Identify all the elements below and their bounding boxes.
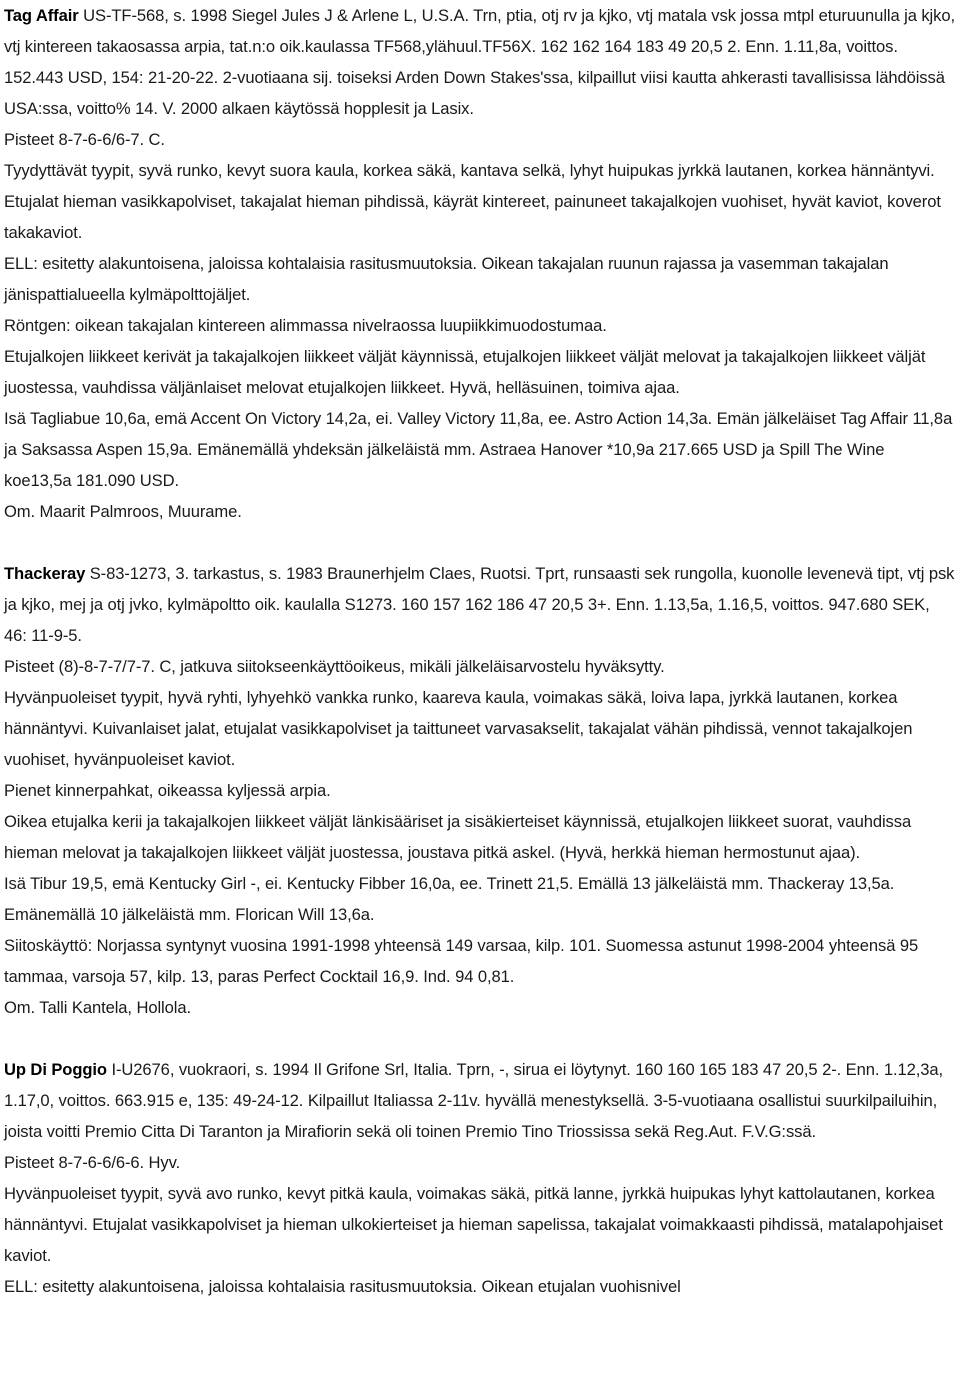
paragraph: Tyydyttävät tyypit, syvä runko, kevyt suora kaula, korkea säkä, kantava selkä, lyhyt huipukas jyrkkä lautanen, korkea hännäntyvi. Etujalat hieman vasikkapolviset, takajalat hieman pihdissä, käyrät kintereet, painuneet takajalkojen vuohiset, hyvät kaviot, koverot takakaviot.	[4, 161, 946, 242]
paragraph: Pisteet 8-7-6-6/6-6. Hyv.	[4, 1153, 181, 1172]
horse-name: Thackeray	[4, 564, 86, 583]
paragraph: Hyvänpuoleiset tyypit, hyvä ryhti, lyhyehkö vankka runko, kaareva kaula, voimakas säkä, loiva lapa, jyrkkä lautanen, korkea hännäntyvi. Kuivanlaiset jalat, etujalat vasikkapolviset ja taittuneet varvasakselit, takajalat vähän pihdissä, vennot takajalkojen vuohiset, hyvänpuoleiset kaviot.	[4, 688, 917, 769]
entry-header	[4, 558, 959, 651]
paragraph: Pisteet (8)-8-7-7/7-7. C, jatkuva siitokseenkäyttöoikeus, mikäli jälkeläisarvostelu hyväksytty.	[4, 657, 665, 676]
paragraph: Om. Talli Kantela, Hollola.	[4, 998, 191, 1017]
paragraph: Etujalkojen liikkeet kerivät ja takajalkojen liikkeet väljät käynnissä, etujalkojen liikkeet väljät melovat ja takajalkojen liikkeet väljät juostessa, vauhdissa väljänlaiset melovat etujalkojen liikkeet. Hyvä, helläsuinen, toimiva ajaa.	[4, 347, 930, 397]
horse-name: Up Di Poggio	[4, 1060, 107, 1079]
horse-details: S-83-1273, 3. tarkastus, s. 1983 Braunerhjelm Claes, Ruotsi. Tprt, runsaasti sek rungolla, kuonolle levenevä tipt, vtj psk ja kjko, mej ja otj jvko, kylmäpoltto oik. kaulalla S1273. 160 157 162 186 47 20,5 3+. Enn. 1.13,5a, 1.16,5, voittos. 947.680 SEK, 46: 11-9-5.	[4, 564, 959, 645]
paragraph: ELL: esitetty alakuntoisena, jaloissa kohtalaisia rasitusmuutoksia. Oikean etujalan vuohisnivel	[4, 1277, 681, 1296]
entry-header	[4, 1054, 956, 1147]
entry-up-di-poggio	[4, 1054, 956, 1302]
paragraph: Pisteet 8-7-6-6/6-7. C.	[4, 130, 165, 149]
paragraph: ELL: esitetty alakuntoisena, jaloissa kohtalaisia rasitusmuutoksia. Oikean takajalan ruunun rajassa ja vasemman takajalan jänispattialueella kylmäpolttojäljet.	[4, 254, 893, 304]
paragraph: Siitoskäyttö: Norjassa syntynyt vuosina 1991-1998 yhteensä 149 varsaa, kilp. 101. Suomessa astunut 1998-2004 yhteensä 95 tammaa, varsoja 57, kilp. 13, paras Perfect Cocktail 16,9. Ind. 94 0,81.	[4, 936, 923, 986]
horse-name: Tag Affair	[4, 6, 79, 25]
paragraph: Pienet kinnerpahkat, oikeassa kyljessä arpia.	[4, 781, 331, 800]
horse-details: US-TF-568, s. 1998 Siegel Jules J & Arlene L, U.S.A. Trn, ptia, otj rv ja kjko, vtj matala vsk jossa mtpl eturuunulla ja kjko, vtj kintereen takaosassa arpia, tat.n:o oik.kaulassa TF568,ylähuul.TF56X. 162 162 164 183 49 20,5 2. Enn. 1.11,8a, voittos. 152.443 USD, 154: 21-20-22. 2-vuotiaana sij. toiseksi Arden Down Stakes'ssa, kilpaillut viisi kautta ahkerasti tavallisissa lähdöissä USA:ssa, voitto% 14. V. 2000 alkaen käytössä hopplesit ja Lasix.	[4, 6, 960, 118]
horse-details: I-U2676, vuokraori, s. 1994 Il Grifone Srl, Italia. Tprn, -, sirua ei löytynyt. 160 160 165 183 47 20,5 2-. Enn. 1.12,3a, 1.17,0, voittos. 663.915 e, 135: 49-24-12. Kilpaillut Italiassa 2-11v. hyvällä menestyksellä. 3-5-vuotiaana osallistui suurkilpailuihin, joista voitti Premio Citta Di Taranton ja Mirafiorin sekä oli toinen Premio Tino Triossissa sekä Reg.Aut. F.V.G:ssä.	[4, 1060, 948, 1141]
paragraph: Om. Maarit Palmroos, Muurame.	[4, 502, 242, 521]
entry-header	[4, 0, 960, 124]
paragraph: Isä Tibur 19,5, emä Kentucky Girl -, ei. Kentucky Fibber 16,0a, ee. Trinett 21,5. Emällä 13 jälkeläistä mm. Thackeray 13,5a. Emänemällä 10 jälkeläistä mm. Florican Will 13,6a.	[4, 874, 899, 924]
paragraph: Hyvänpuoleiset tyypit, syvä avo runko, kevyt pitkä kaula, voimakas säkä, pitkä lanne, jyrkkä huipukas lyhyt kattolautanen, korkea hännäntyvi. Etujalat vasikkapolviset ja hieman ulkokierteiset ja hieman sapelissa, takajalat voimakkaasti pihdissä, matalapohjaiset kaviot.	[4, 1184, 948, 1265]
entry-thackeray	[4, 558, 959, 1023]
paragraph: Oikea etujalka kerii ja takajalkojen liikkeet väljät länkisääriset ja sisäkierteiset käynnissä, etujalkojen liikkeet suorat, vauhdissa hieman melovat ja takajalkojen liikkeet väljät juostessa, joustava pitkä askel. (Hyvä, herkkä hieman hermostunut ajaa).	[4, 812, 916, 862]
paragraph: Röntgen: oikean takajalan kintereen alimmassa nivelraossa luupiikkimuodostumaa.	[4, 316, 607, 335]
entry-tag-affair	[4, 0, 960, 527]
paragraph: Isä Tagliabue 10,6a, emä Accent On Victory 14,2a, ei. Valley Victory 11,8a, ee. Astro Action 14,3a. Emän jälkeläiset Tag Affair 11,8a ja Saksassa Aspen 15,9a. Emänemällä yhdeksän jälkeläistä mm. Astraea Hanover *10,9a 217.665 USD ja Spill The Wine koe13,5a 181.090 USD.	[4, 409, 957, 490]
